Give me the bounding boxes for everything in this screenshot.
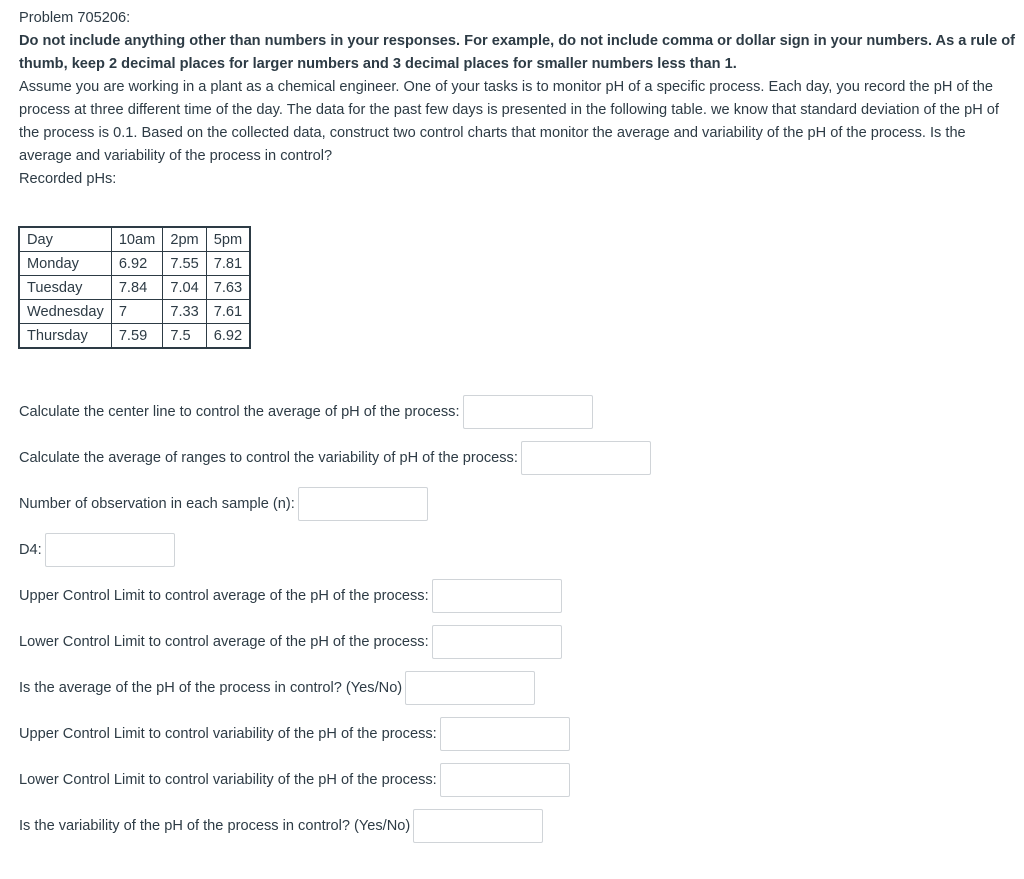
problem-id: Problem 705206: xyxy=(19,10,131,26)
cell-value: 7 xyxy=(111,300,163,324)
question-ucl-variability xyxy=(19,716,570,752)
ucl-average-input[interactable] xyxy=(432,579,562,613)
question-label: Is the variability of the pH of the process in control? (Yes/No) xyxy=(19,817,411,834)
header-day: Day xyxy=(19,227,111,252)
center-line-input[interactable] xyxy=(463,395,593,429)
table-row xyxy=(19,300,250,324)
answer-instructions: Do not include anything other than numbers in your responses. For example, do not include comma or dollar sign in your numbers. As a rule of thumb, keep 2 decimal places for larger numbers and 3 decimal places for smaller numbers less than 1. xyxy=(19,33,1016,72)
question-lcl-variability xyxy=(19,762,570,798)
recorded-phs-label: Recorded pHs: xyxy=(19,171,117,187)
question-label: D4: xyxy=(19,541,42,558)
ph-data-table xyxy=(18,226,251,349)
question-center-line xyxy=(19,394,593,430)
cell-value: 7.5 xyxy=(163,324,206,349)
question-label: Calculate the average of ranges to control the variability of pH of the process: xyxy=(19,449,518,466)
question-sample-size xyxy=(19,486,428,522)
cell-day: Thursday xyxy=(19,324,111,349)
cell-value: 7.55 xyxy=(163,252,206,276)
d4-input[interactable] xyxy=(45,533,175,567)
question-d4 xyxy=(19,532,175,568)
question-average-in-control xyxy=(19,670,535,706)
cell-value: 6.92 xyxy=(206,324,250,349)
average-in-control-input[interactable] xyxy=(405,671,535,705)
problem-scenario: Assume you are working in a plant as a chemical engineer. One of your tasks is to monitor pH of a specific process. Each day, you record the pH of the process at three different time of the day. The data for the past few days is presented in the following table. we know that standard deviation of the pH of the process is 0.1. Based on the collected data, construct two control charts that monitor the average and variability of the pH of the process. Is the average and variability of the process in control? xyxy=(19,79,999,164)
cell-value: 7.33 xyxy=(163,300,206,324)
cell-day: Wednesday xyxy=(19,300,111,324)
cell-value: 7.84 xyxy=(111,276,163,300)
question-label: Number of observation in each sample (n): xyxy=(19,495,295,512)
lcl-variability-input[interactable] xyxy=(440,763,570,797)
problem-statement xyxy=(19,7,1021,191)
ucl-variability-input[interactable] xyxy=(440,717,570,751)
cell-value: 7.59 xyxy=(111,324,163,349)
question-label: Lower Control Limit to control variability of the pH of the process: xyxy=(19,771,437,788)
table-row xyxy=(19,276,250,300)
table-header-row xyxy=(19,227,250,252)
header-10am: 10am xyxy=(111,227,163,252)
cell-day: Tuesday xyxy=(19,276,111,300)
sample-size-input[interactable] xyxy=(298,487,428,521)
question-ucl-average xyxy=(19,578,562,614)
table-row xyxy=(19,324,250,349)
question-label: Lower Control Limit to control average of the pH of the process: xyxy=(19,633,429,650)
header-5pm: 5pm xyxy=(206,227,250,252)
cell-value: 7.61 xyxy=(206,300,250,324)
cell-value: 6.92 xyxy=(111,252,163,276)
question-average-range xyxy=(19,440,651,476)
question-label: Calculate the center line to control the average of pH of the process: xyxy=(19,403,460,420)
cell-value: 7.04 xyxy=(163,276,206,300)
variability-in-control-input[interactable] xyxy=(413,809,543,843)
question-label: Is the average of the pH of the process in control? (Yes/No) xyxy=(19,679,403,696)
question-label: Upper Control Limit to control variability of the pH of the process: xyxy=(19,725,437,742)
question-lcl-average xyxy=(19,624,562,660)
question-label: Upper Control Limit to control average of the pH of the process: xyxy=(19,587,429,604)
cell-value: 7.63 xyxy=(206,276,250,300)
cell-value: 7.81 xyxy=(206,252,250,276)
table-row xyxy=(19,252,250,276)
header-2pm: 2pm xyxy=(163,227,206,252)
question-variability-in-control xyxy=(19,808,543,844)
average-range-input[interactable] xyxy=(521,441,651,475)
cell-day: Monday xyxy=(19,252,111,276)
lcl-average-input[interactable] xyxy=(432,625,562,659)
